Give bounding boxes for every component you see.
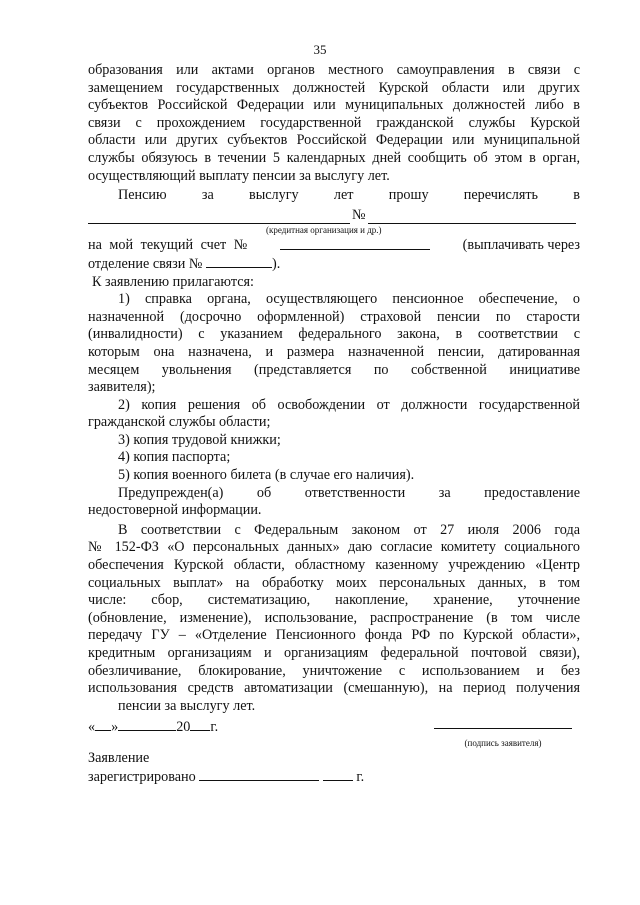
consent-line: № 152-ФЗ «О персональных данных» даю согласие комитету социального [88,539,580,556]
year-blank[interactable] [190,718,210,731]
consent-line: числе: сбор, систематизацию, накопление, хранение, уточнение [88,592,580,609]
intro-line: области или других субъектов Российской Федерации или муниципальной [88,132,580,149]
attachment-line: месяцем увольнения (представляется по собственной инициативе [88,361,580,378]
date-line [88,718,218,736]
warning-line: Предупрежден(а) об ответственности за предоставление [118,484,580,501]
pension-word: перечислять [463,187,539,204]
intro-line: образования или актами органов местного самоуправления в связи с [88,62,580,78]
consent-line: передачу ГУ – «Отделение Пенсионного фонда РФ по Курской области», [88,627,580,644]
attachment-item-2 [88,397,580,432]
credit-org-caption: (кредитная организация и др.) [266,225,382,236]
attachment-line: 1) справка органа, осуществляющего пенсионное обеспечение, о [118,291,580,308]
registration-prefix: зарегистрировано [88,768,196,785]
registration-block [88,750,364,786]
pension-word: выслугу [249,187,299,204]
year-suffix: г. [210,719,219,735]
consent-line: использования средств автоматизации (смешанную), на период получения [88,680,580,697]
registration-suffix: г. [356,768,365,785]
consent-line: пенсии за выслугу лет. [118,697,256,714]
warning-line: недостоверной информации. [88,502,262,519]
intro-line: службы обязуюсь в течении 5 календарных дней сообщить об этом в орган, [88,149,580,166]
intro-line: осуществляющий выплату пенсии за выслугу лет. [88,167,390,184]
account-line [88,237,580,255]
month-blank[interactable] [118,718,176,731]
attachment-line: назначенной (досрочно оформленной) страховой пенсии по старости [88,308,580,325]
registration-date-blank[interactable] [199,768,319,781]
attachment-item-1 [88,291,580,397]
date-close-quote: » [111,719,119,735]
credit-org-number-blank[interactable] [368,211,576,224]
number-sign: № [352,206,366,223]
consent-line: обеспечения Курской области, областному казенному учреждению «Центр [88,557,580,574]
attachment-line: (инвалидности) с указанием федерального закона, в соответствии с [88,326,580,343]
pension-word: лет [333,187,354,204]
pension-word: за [201,187,214,204]
intro-paragraph [88,62,580,185]
intro-line: замещением государственных должностей Курской области или других [88,79,580,96]
registration-label: Заявление [88,750,150,766]
post-office-line [88,255,580,274]
attachment-line: заявителя); [88,379,156,396]
attachment-line: гражданской службы области; [88,414,271,431]
signature-caption: (подпись заявителя) [464,738,542,748]
account-prefix: на мой текущий счет № [88,237,248,254]
consent-line: социальных выплат» на обработку моих персональных данных, в том [88,574,580,591]
warning-paragraph [88,485,580,520]
credit-org-blank[interactable] [88,211,350,224]
attachment-line: которым она назначена, и размера назначенной пенсии, датированная [88,343,580,360]
account-suffix: (выплачивать через [462,237,580,254]
consent-line: обезличивание, блокирование, уничтожение с использованием и без [88,662,580,679]
pension-word: в [573,187,580,204]
account-number-blank[interactable] [280,237,430,250]
credit-org-field-row [88,207,580,225]
pension-word: прошу [388,187,429,204]
consent-line: кредитным организациям и организациям федеральной почтовой связи), [88,645,580,661]
intro-line: субъектов Российской Федерации или муниципальных должностей либо в [88,97,580,114]
day-blank[interactable] [95,718,111,731]
pension-transfer-line [88,187,580,205]
consent-paragraph [88,522,580,716]
attachment-item-4: 4) копия паспорта; [118,449,231,466]
post-office-prefix: отделение связи № [88,255,203,272]
attachments-header: К заявлению прилагаются: [92,273,254,290]
attachment-item-3: 3) копия трудовой книжки; [118,431,281,448]
pension-word: Пенсию [118,187,167,204]
post-office-suffix: ). [272,255,281,272]
attachment-line: 2) копия решения об освобождении от должности государственной [118,396,580,413]
document-body [88,62,580,715]
consent-line: (обновление, изменение), использование, распространение (в том числе [88,609,580,626]
signature-blank[interactable] [434,728,572,729]
date-open-quote: « [88,719,96,735]
year-prefix: 20 [176,719,191,735]
attachment-item-5: 5) копия военного билета (в случае его наличия). [118,467,415,484]
intro-line: связи с прохождением государственной гражданской службы Курской [88,114,580,131]
registration-line [88,768,364,787]
consent-line: В соответствии с Федеральным законом от 27 июля 2006 года [118,521,580,538]
page-number: 35 [313,42,327,57]
post-office-blank[interactable] [206,255,272,268]
registration-year-blank[interactable] [323,768,353,781]
